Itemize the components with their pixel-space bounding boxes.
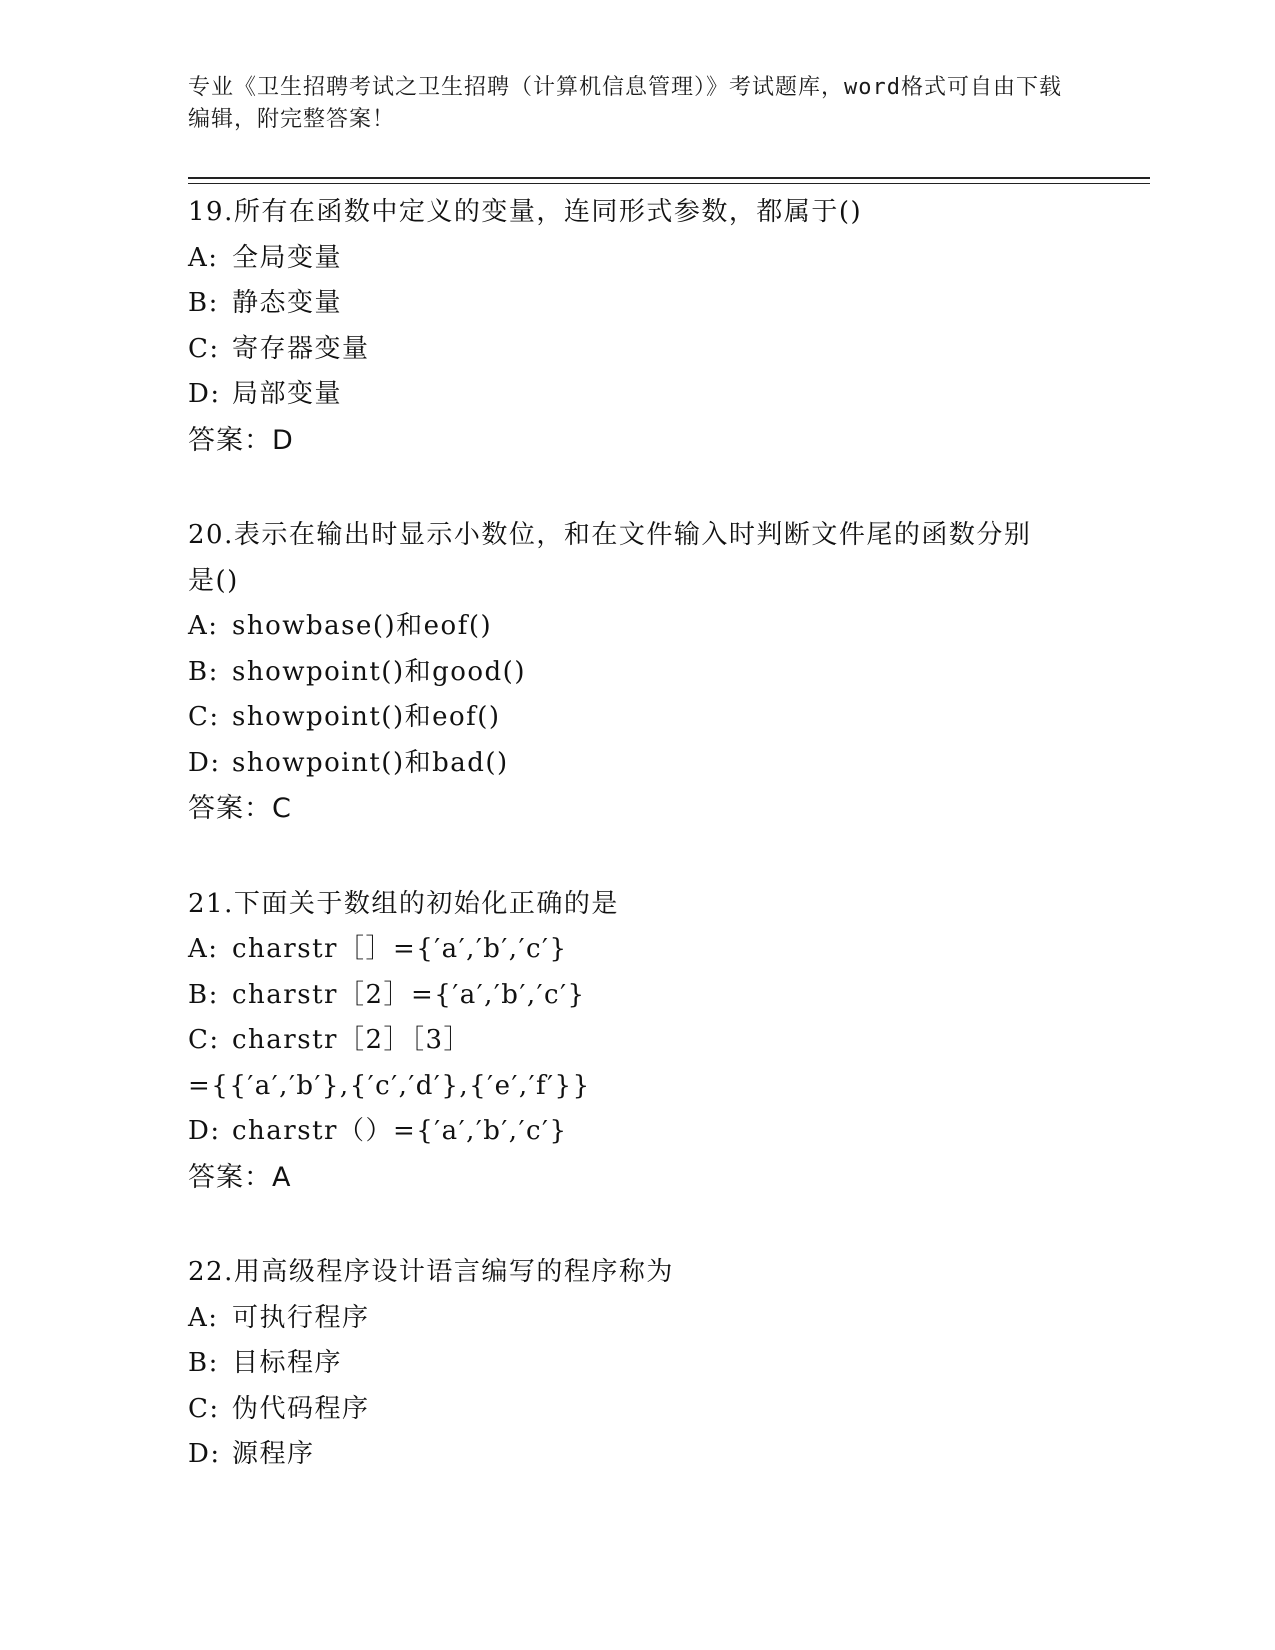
option-text: 静态变量 xyxy=(232,288,343,318)
option-text: charstr（）={′a′,′b′,′c′} xyxy=(232,1116,568,1146)
option-text: 伪代码程序 xyxy=(232,1393,370,1424)
option-b xyxy=(188,281,1088,327)
option-letter: D: xyxy=(188,379,221,409)
option-a xyxy=(188,927,1088,973)
option-d xyxy=(188,741,1088,787)
option-text: 寄存器变量 xyxy=(232,333,370,364)
option-letter: D: xyxy=(188,1116,221,1146)
option-b xyxy=(188,650,1088,696)
option-text: 局部变量 xyxy=(232,379,343,409)
option-letter: A: xyxy=(188,934,219,964)
question-stem: 19.所有在函数中定义的变量，连同形式参数，都属于() xyxy=(188,197,863,227)
option-c xyxy=(188,1387,1088,1433)
answer-line: 答案：C xyxy=(188,793,292,824)
answer-line: 答案：A xyxy=(188,1161,292,1193)
option-letter: C: xyxy=(188,333,220,364)
question-stem: 21.下面关于数组的初始化正确的是 xyxy=(188,888,619,919)
question-19 xyxy=(188,190,1088,463)
header-divider-thin xyxy=(188,183,1150,184)
option-letter: B: xyxy=(188,979,219,1010)
option-text: charstr［2］［3］ xyxy=(232,1025,472,1055)
question-stem: 20.表示在输出时显示小数位，和在文件输入时判断文件尾的函数分别是() xyxy=(188,520,1032,596)
header-divider xyxy=(188,177,1150,179)
option-text: showpoint()和bad() xyxy=(232,747,509,778)
option-text: 目标程序 xyxy=(232,1348,343,1378)
option-text: 可执行程序 xyxy=(232,1302,370,1333)
option-letter: D: xyxy=(188,747,221,778)
option-text: showpoint()和good() xyxy=(232,656,526,687)
option-text: charstr［］={′a′,′b′,′c′} xyxy=(232,934,568,964)
question-stem: 22.用高级程序设计语言编写的程序称为 xyxy=(188,1257,674,1287)
option-letter: A: xyxy=(188,1302,219,1333)
answer-line: 答案：D xyxy=(188,424,294,456)
question-22 xyxy=(188,1250,1088,1478)
option-letter: C: xyxy=(188,702,220,732)
option-c xyxy=(188,327,1088,373)
option-text: 全局变量 xyxy=(232,242,343,273)
option-d xyxy=(188,1109,1088,1155)
option-text: showpoint()和eof() xyxy=(232,702,501,732)
question-list xyxy=(188,190,1088,1528)
option-c-continued xyxy=(188,1064,1088,1110)
option-letter: C: xyxy=(188,1393,220,1424)
option-c xyxy=(188,1018,1088,1064)
option-b xyxy=(188,1341,1088,1387)
option-letter: B: xyxy=(188,288,219,318)
option-a xyxy=(188,236,1088,282)
option-a xyxy=(188,604,1088,650)
option-letter: C: xyxy=(188,1025,220,1055)
option-d xyxy=(188,372,1088,418)
question-21 xyxy=(188,882,1088,1201)
option-letter: B: xyxy=(188,1348,219,1378)
option-d xyxy=(188,1432,1088,1478)
option-c xyxy=(188,695,1088,741)
question-20 xyxy=(188,513,1088,832)
option-letter: A: xyxy=(188,611,219,641)
option-text: ={{′a′,′b′},{′c′,′d′},{′e′,′f′}} xyxy=(188,1070,591,1101)
option-a xyxy=(188,1296,1088,1342)
option-b xyxy=(188,973,1088,1019)
option-text: 源程序 xyxy=(232,1439,315,1469)
document-intro: 专业《卫生招聘考试之卫生招聘（计算机信息管理）》考试题库，word格式可自由下载编辑，附完整答案！ xyxy=(188,75,1062,132)
option-letter: B: xyxy=(188,656,219,687)
option-letter: D: xyxy=(188,1439,221,1469)
option-letter: A: xyxy=(188,242,219,273)
option-text: showbase()和eof() xyxy=(232,611,493,641)
option-text: charstr［2］={′a′,′b′,′c′} xyxy=(232,979,586,1010)
